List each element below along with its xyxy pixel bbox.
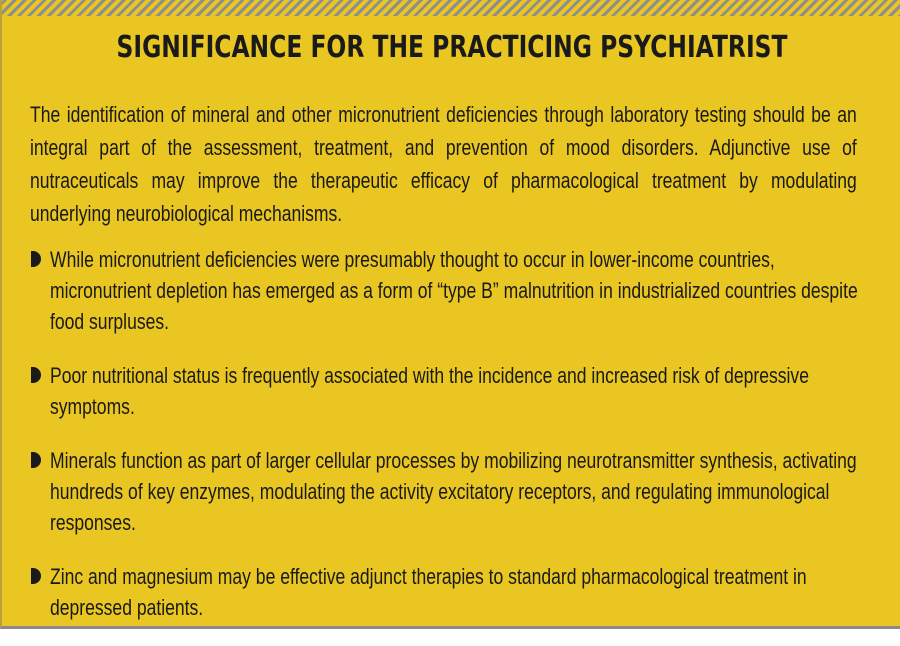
- bullet-item: [30, 360, 900, 422]
- intro-paragraph: The identification of mineral and other micronutrient deficiencies through laboratory testing should be an integral part of the assessment, treatment, and prevention of mood disorders. Adjunctive use of nutraceuticals may improve the therapeutic efficacy of pharmacological treatment by modulating underlying neurobiological mechanisms.: [30, 102, 857, 226]
- bullet-list: [30, 244, 900, 646]
- bullet-item: [30, 445, 900, 538]
- bullet-item: [30, 244, 900, 337]
- hatched-border-stripe: [2, 0, 900, 16]
- bullet-text: Poor nutritional status is frequently associated with the incidence and increased risk of depressive symptoms.: [50, 363, 809, 419]
- bullet-text: Zinc and magnesium may be effective adjunct therapies to standard pharmacological treatment in depressed patients.: [50, 564, 807, 620]
- half-circle-bullet-icon: [30, 250, 42, 268]
- panel-title: SIGNIFICANCE FOR THE PRACTICING PSYCHIATRIST: [116, 30, 788, 65]
- bullet-text: While micronutrient deficiencies were presumably thought to occur in lower-income countries, micronutrient depletion has emerged as a form of “type B” malnutrition in industrialized countries despite food surpluses.: [50, 247, 858, 334]
- half-circle-bullet-icon: [30, 451, 42, 469]
- bullet-text: Minerals function as part of larger cellular processes by mobilizing neurotransmitter synthesis, activating hundreds of key enzymes, modulating the activity excitatory receptors, and regulating immunological responses.: [50, 448, 857, 535]
- half-circle-bullet-icon: [30, 366, 42, 384]
- bullet-item: [30, 561, 900, 623]
- half-circle-bullet-icon: [30, 567, 42, 585]
